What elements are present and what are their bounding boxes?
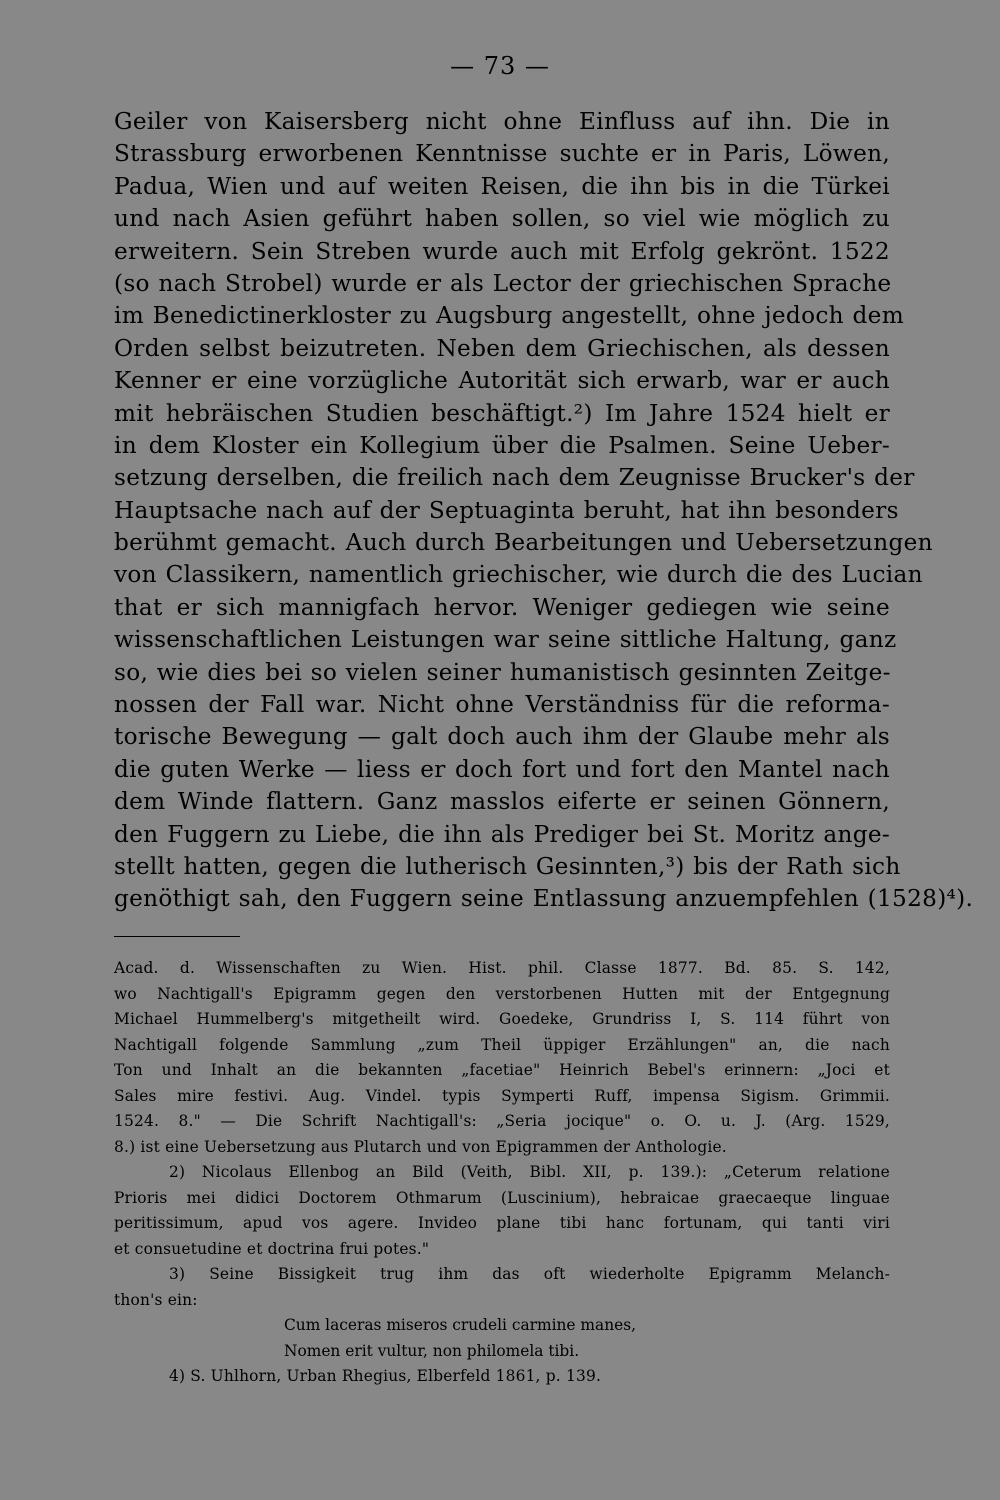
footnote-line: Ton und Inhalt an die bekannten „facetiae" Heinrich Bebel's erinnern: „Joci et	[114, 1061, 890, 1079]
footnotes	[114, 956, 890, 1390]
body-line: den Fuggern zu Liebe, die ihn als Prediger bei St. Moritz ange-	[114, 820, 890, 848]
body-line: erweitern. Sein Streben wurde auch mit Erfolg gekrönt. 1522	[114, 237, 890, 265]
body-line: (so nach Strobel) wurde er als Lector der griechischen Sprache	[114, 269, 892, 297]
footnote-3-line: 3) Seine Bissigkeit trug ihm das oft wiederholte Epigramm Melanch-	[169, 1265, 890, 1283]
body-line: so, wie dies bei so vielen seiner humanistisch gesinnten Zeitge-	[114, 658, 891, 686]
body-line: that er sich mannigfach hervor. Weniger gediegen wie seine	[114, 593, 890, 621]
footnote-line: 1524. 8." — Die Schrift Nachtigall's: „Seria jocique" o. O. u. J. (Arg. 1529,	[114, 1112, 890, 1130]
body-line: Padua, Wien und auf weiten Reisen, die ihn bis in die Türkei	[114, 172, 890, 200]
footnote-2-line: Prioris mei didici Doctorem Othmarum (Luscinium), hebraicae graecaeque linguae	[114, 1188, 890, 1207]
body-line: Orden selbst beizutreten. Neben dem Griechischen, als dessen	[114, 334, 890, 362]
body-line: von Classikern, namentlich griechischer, wie durch die des Lucian	[114, 561, 923, 589]
footnote-line: Sales mire festivi. Aug. Vindel. typis Symperti Ruff, impensa Sigism. Grimmii.	[114, 1086, 890, 1105]
body-line: Geiler von Kaisersberg nicht ohne Einfluss auf ihn. Die in	[114, 108, 890, 135]
footnote-2-line: et consuetudine et doctrina frui potes."	[114, 1239, 430, 1258]
body-line: torische Bewegung — galt doch auch ihm der Glaube mehr als	[114, 723, 890, 751]
footnote-4-line: 4) S. Uhlhorn, Urban Rhegius, Elberfeld 1861, p. 139.	[169, 1367, 602, 1385]
body-line: setzung derselben, die freilich nach dem Zeugnisse Brucker's der	[114, 464, 915, 492]
verse-line: Cum laceras miseros crudeli carmine manes,	[284, 1316, 637, 1334]
body-line: nossen der Fall war. Nicht ohne Verständniss für die reforma-	[114, 691, 890, 719]
footnote-line: 8.) ist eine Uebersetzung aus Plutarch und von Epigrammen der Anthologie.	[114, 1137, 727, 1156]
body-line: im Benedictinerkloster zu Augsburg angestellt, ohne jedoch dem	[114, 302, 904, 330]
footnote-line: Michael Hummelberg's mitgetheilt wird. Goedeke, Grundriss I, S. 114 führt von	[114, 1010, 890, 1028]
footnote-3-line: thon's ein:	[114, 1290, 198, 1309]
body-line: stellt hatten, gegen die lutherisch Gesinnten,³) bis der Rath sich	[114, 852, 901, 880]
body-line: Kenner er eine vorzügliche Autorität sich erwarb, war er auch	[114, 367, 890, 395]
body-text	[114, 106, 974, 916]
footnote-divider	[114, 936, 240, 937]
footnote-line: Acad. d. Wissenschaften zu Wien. Hist. phil. Classe 1877. Bd. 85. S. 142,	[114, 959, 890, 977]
body-line: wissenschaftlichen Leistungen war seine sittliche Haltung, ganz	[114, 626, 897, 654]
footnote-line: wo Nachtigall's Epigramm gegen den verstorbenen Hutten mit der Entgegnung	[114, 984, 890, 1003]
body-line: Strassburg erworbenen Kenntnisse suchte er in Paris, Löwen,	[114, 140, 890, 168]
body-line: genöthigt sah, den Fuggern seine Entlassung anzuempfehlen (1528)⁴).	[114, 885, 974, 913]
body-line: dem Winde flattern. Ganz masslos eiferte er seinen Gönnern,	[114, 788, 890, 816]
page-number: — 73 —	[450, 52, 550, 80]
body-line: mit hebräischen Studien beschäftigt.²) Im Jahre 1524 hielt er	[114, 399, 890, 427]
body-line: berühmt gemacht. Auch durch Bearbeitungen und Uebersetzungen	[114, 529, 933, 557]
footnote-2-line: 2) Nicolaus Ellenbog an Bild (Veith, Bibl. XII, p. 139.): „Ceterum relatione	[169, 1163, 890, 1181]
verse-line: Nomen erit vultur, non philomela tibi.	[284, 1341, 580, 1360]
footnote-2-line: peritissimum, apud vos agere. Invideo plane tibi hanc fortunam, qui tanti viri	[114, 1214, 890, 1232]
body-line: die guten Werke — liess er doch fort und fort den Mantel nach	[114, 755, 890, 783]
footnote-line: Nachtigall folgende Sammlung „zum Theil üppiger Erzählungen" an, die nach	[114, 1035, 890, 1054]
body-line: und nach Asien geführt haben sollen, so viel wie möglich zu	[114, 205, 890, 233]
body-line: in dem Kloster ein Kollegium über die Psalmen. Seine Ueber-	[114, 431, 890, 459]
body-line: Hauptsache nach auf der Septuaginta beruht, hat ihn besonders	[114, 496, 899, 524]
